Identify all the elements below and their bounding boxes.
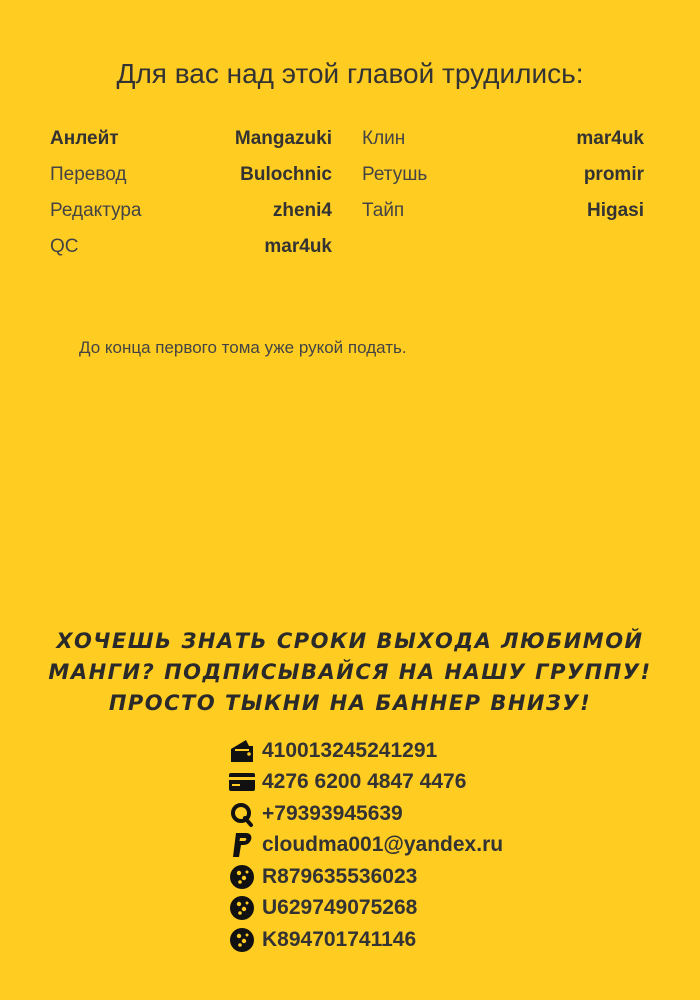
credit-row [50, 236, 332, 272]
webmoney-icon [228, 926, 256, 954]
bank-card-icon [228, 768, 256, 796]
payment-row [228, 830, 503, 862]
payment-value: 4276 6200 4847 4476 [262, 770, 467, 794]
yandex-wallet-icon [228, 737, 256, 765]
credit-role: Перевод [50, 164, 127, 185]
payment-row [228, 924, 503, 956]
webmoney-icon [228, 863, 256, 891]
webmoney-icon [228, 894, 256, 922]
payment-row [228, 798, 503, 830]
promo-line: ХОЧЕШЬ ЗНАТЬ СРОКИ ВЫХОДА ЛЮБИМОЙ [56, 629, 644, 653]
chapter-note: До конца первого тома уже рукой подать. [79, 338, 407, 357]
payment-value: U629749075268 [262, 896, 418, 920]
credit-name: Mangazuki [234, 128, 332, 149]
page-title: Для вас над этой главой трудились: [116, 58, 584, 89]
credit-name: zheni4 [272, 200, 332, 221]
payment-value: cloudma001@yandex.ru [262, 833, 504, 857]
credit-row [362, 128, 644, 164]
payment-row [228, 861, 503, 893]
payment-row [228, 893, 503, 925]
credit-row [50, 164, 332, 200]
credit-role: Ретушь [362, 164, 428, 185]
credit-row [362, 200, 644, 236]
credit-name: Higasi [586, 200, 644, 221]
credit-name: Bulochnic [240, 164, 332, 185]
payment-row [228, 767, 503, 799]
credit-role: Клин [362, 128, 406, 149]
credit-role: Тайп [362, 200, 405, 221]
payment-row [228, 735, 503, 767]
payment-value: 410013245241291 [262, 738, 438, 762]
credits-right-column [362, 128, 644, 236]
credit-name: mar4uk [576, 128, 644, 149]
qiwi-icon [228, 800, 256, 828]
payment-value: K894701741146 [262, 927, 417, 951]
credit-role: Анлейт [50, 128, 119, 149]
promo-line: ПРОСТО ТЫКНИ НА БАННЕР ВНИЗУ! [108, 691, 592, 715]
payment-value: +79393945639 [262, 801, 403, 825]
payment-list [228, 735, 503, 956]
credit-role: QC [50, 236, 79, 257]
paypal-icon [228, 831, 256, 859]
promo-text[interactable] [0, 626, 700, 719]
credit-name: promir [583, 164, 644, 185]
credit-row [50, 128, 332, 164]
promo-line: МАНГИ? ПОДПИСЫВАЙСЯ НА НАШУ ГРУППУ! [48, 660, 652, 684]
payment-value: R879635536023 [262, 864, 418, 888]
credit-row [50, 200, 332, 236]
credit-name: mar4uk [264, 236, 332, 257]
credit-role: Редактура [50, 200, 142, 221]
credit-row [362, 164, 644, 200]
credits-left-column [50, 128, 332, 272]
